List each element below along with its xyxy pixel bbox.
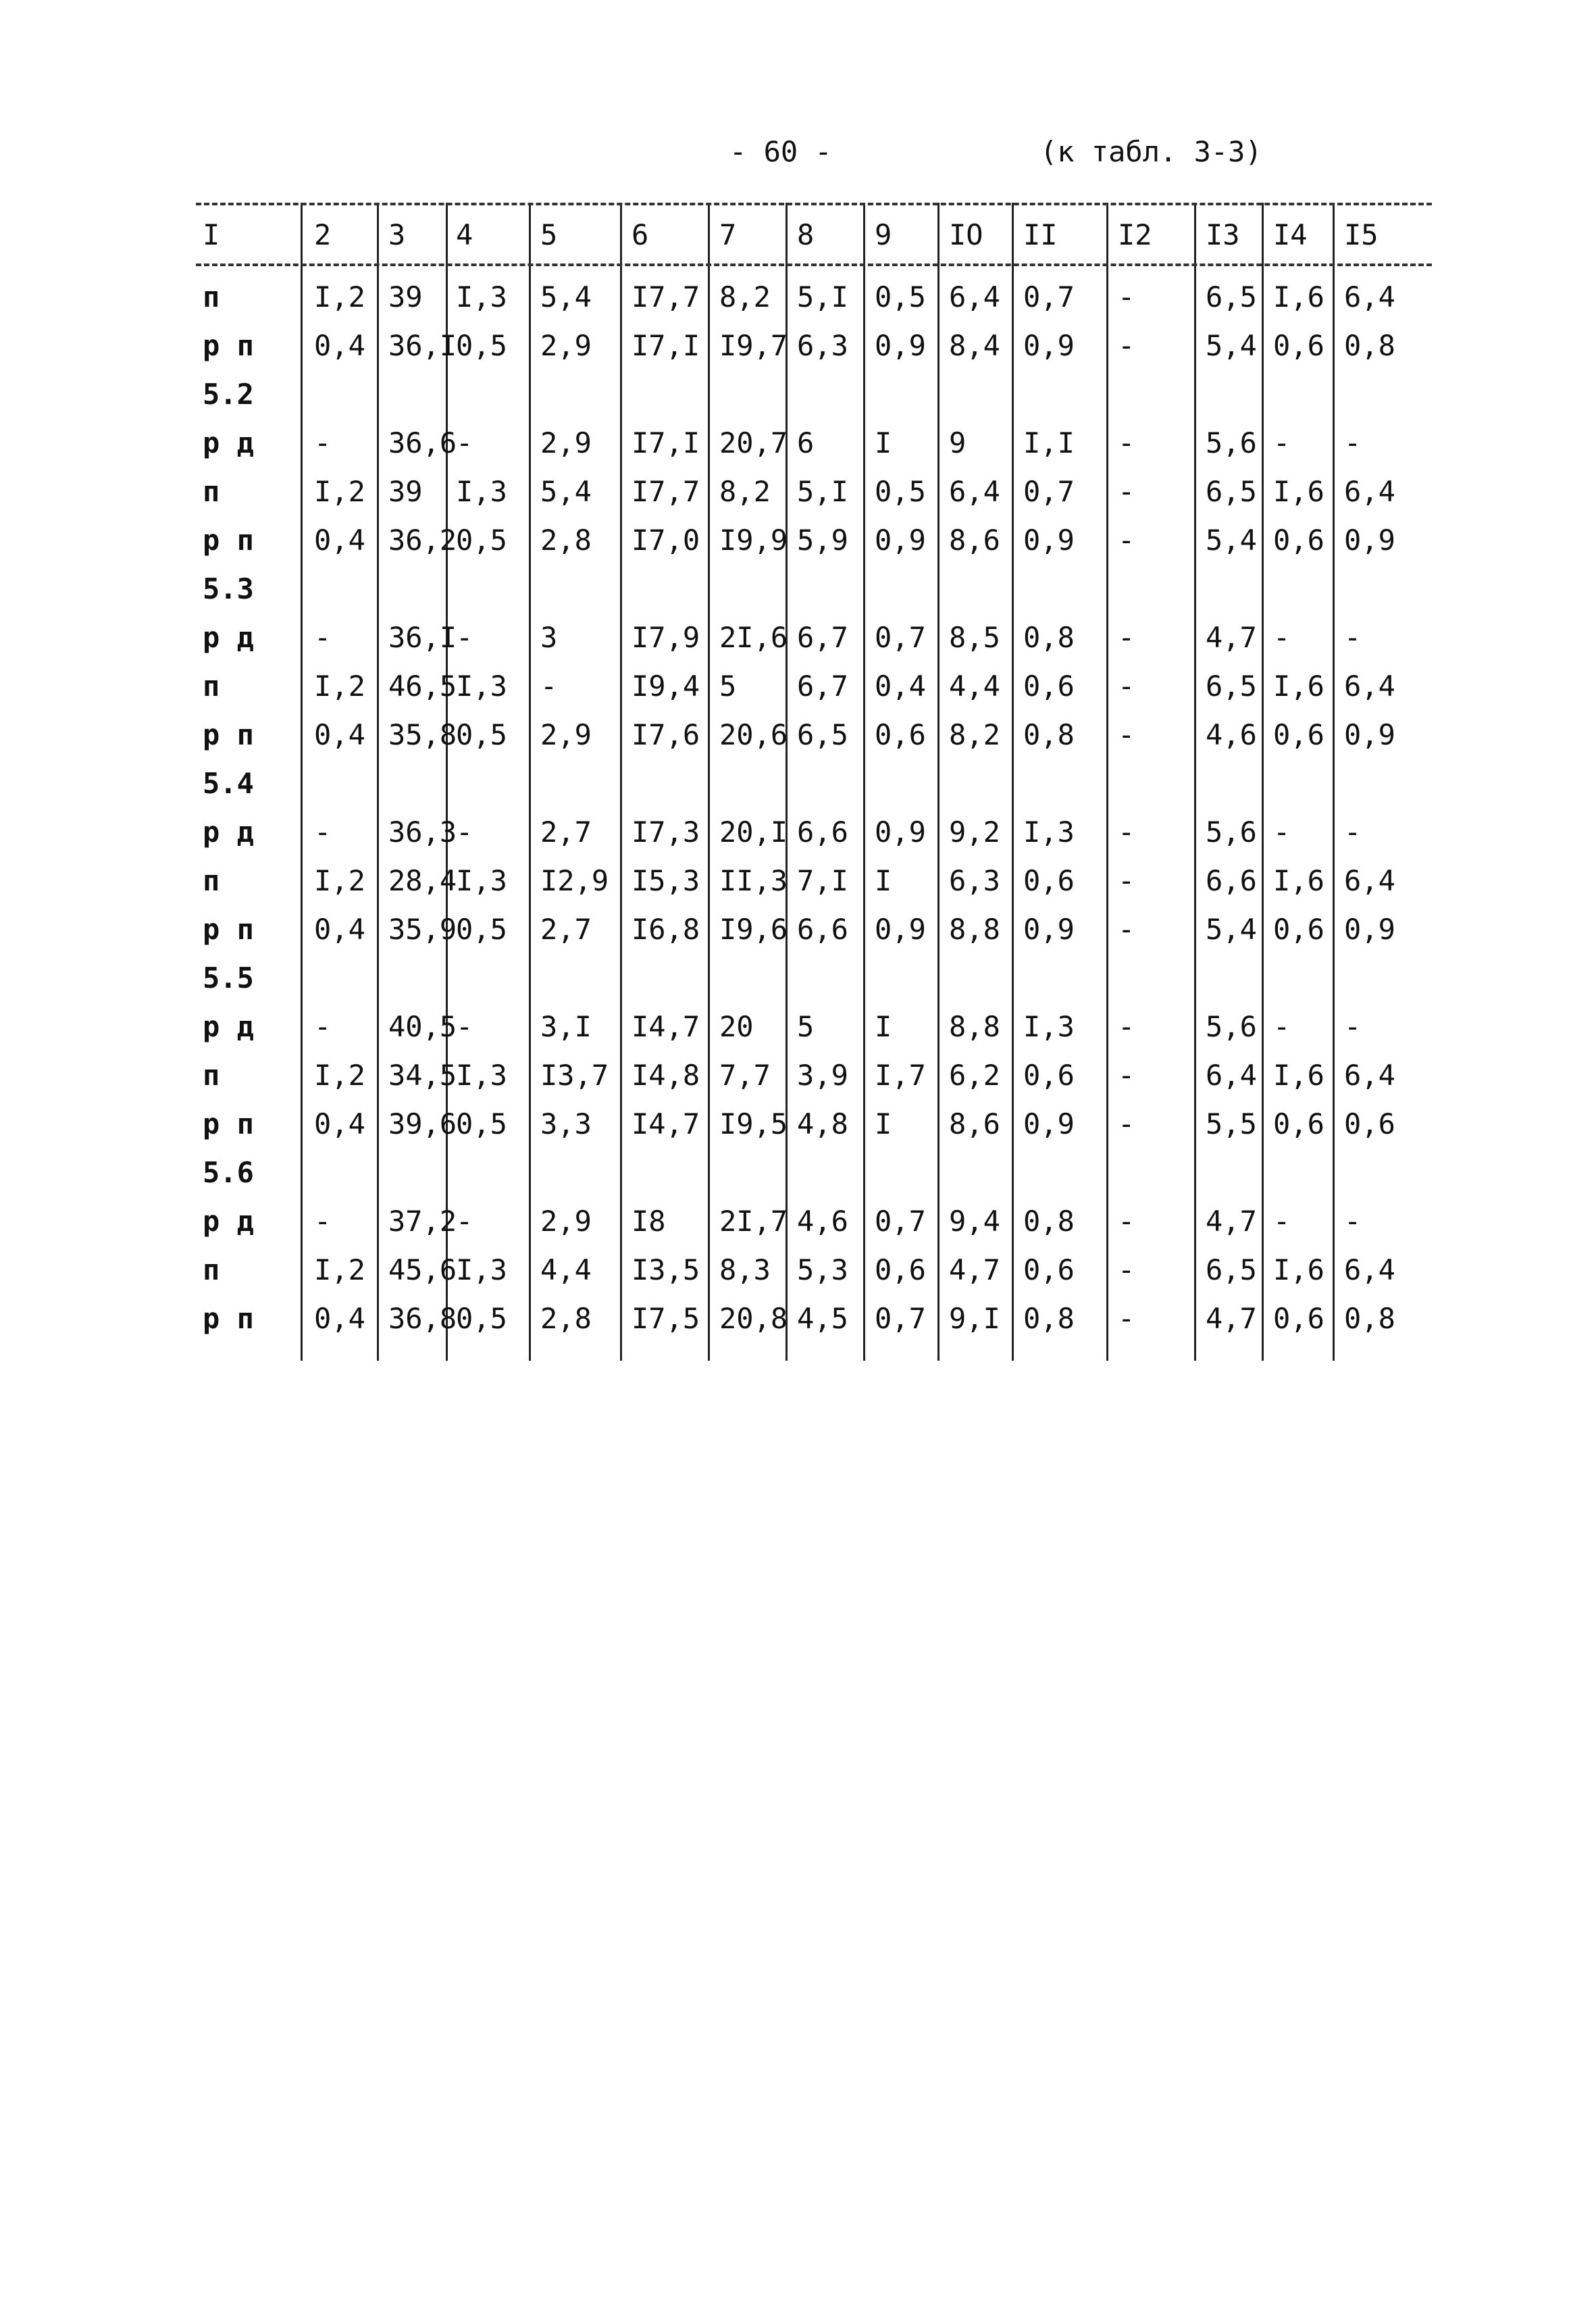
column-rule (1262, 203, 1264, 1361)
table-cell: 0,6 (875, 1253, 926, 1286)
table-cell: 0,9 (1344, 718, 1395, 751)
table-cell: - (1118, 913, 1135, 946)
table-cell: 39 (388, 280, 423, 313)
column-rule (1012, 203, 1014, 1361)
table-cell: 39 (388, 475, 423, 508)
table-cell: 0,4 (314, 1107, 365, 1140)
table-cell: 4,6 (797, 1205, 848, 1238)
table-cell: - (540, 670, 558, 703)
table-cell: 3 (540, 621, 558, 654)
table-cell: 5,I (797, 280, 848, 313)
table-cell: 0,7 (875, 1205, 926, 1238)
table-cell: 4,6 (1206, 718, 1257, 751)
table-cell: 0,5 (456, 1302, 507, 1335)
table-cell: I7,6 (632, 718, 700, 751)
column-header: II (1023, 218, 1058, 251)
table-cell: 5,9 (797, 524, 848, 557)
table-cell: 0,8 (1023, 718, 1075, 751)
table-cell: 34,5 (388, 1059, 457, 1092)
table-cell: - (1118, 621, 1135, 654)
table-cell: I,2 (314, 1253, 365, 1286)
table-cell: 0,8 (1023, 621, 1075, 654)
table-cell: - (456, 1205, 473, 1238)
table-cell: - (1118, 1107, 1135, 1140)
table-cell: - (1118, 475, 1135, 508)
table-cell: - (314, 426, 332, 459)
table-cell: 8,6 (949, 1107, 1000, 1140)
column-header: I2 (1118, 218, 1152, 251)
table-cell: 0,9 (1023, 329, 1075, 362)
table-cell: 2,8 (540, 524, 592, 557)
table-cell: 0,7 (1023, 280, 1075, 313)
table-cell: 2,7 (540, 913, 592, 946)
table-cell: - (314, 1205, 332, 1238)
table-cell: 0,6 (1273, 329, 1324, 362)
column-header: IO (949, 218, 983, 251)
section-label: 5.5 (203, 961, 254, 995)
table-cell: 0,4 (314, 329, 365, 362)
table-cell: I,I (1023, 426, 1075, 459)
column-rule (529, 203, 531, 1361)
table-cell: 5,4 (1206, 524, 1257, 557)
table-cell: I,3 (456, 1253, 507, 1286)
table-cell: I4,7 (632, 1107, 700, 1140)
header-rule (196, 203, 1432, 205)
table-cell: I9,5 (719, 1107, 788, 1140)
table-cell: 6,6 (1206, 864, 1257, 897)
table-cell: 6,4 (1344, 864, 1395, 897)
table-cell: 9,I (949, 1302, 1000, 1335)
table-cell: 5,3 (797, 1253, 848, 1286)
table-cell: 37,2 (388, 1205, 457, 1238)
table-cell: 5,6 (1206, 1010, 1257, 1043)
table-cell: - (1273, 1205, 1291, 1238)
table-cell: 8,6 (949, 524, 1000, 557)
row-label: п (203, 475, 220, 508)
table-cell: 5,I (797, 475, 848, 508)
table-cell: - (1344, 815, 1362, 849)
table-cell: 5,4 (1206, 913, 1257, 946)
table-cell: 8,3 (719, 1253, 771, 1286)
table-cell: - (1344, 1205, 1362, 1238)
table-cell: - (314, 1010, 332, 1043)
table-cell: I3,5 (632, 1253, 700, 1286)
table-cell: I,2 (314, 670, 365, 703)
column-header: 5 (540, 218, 558, 251)
table-cell: 5,6 (1206, 815, 1257, 849)
table-cell: I9,9 (719, 524, 788, 557)
table-cell: 0,4 (875, 670, 926, 703)
row-label: п (203, 864, 220, 897)
table-cell: 6,4 (949, 280, 1000, 313)
table-cell: I (875, 426, 892, 459)
table-cell: 3,9 (797, 1059, 848, 1092)
table-cell: 0,5 (456, 524, 507, 557)
table-cell: 6,2 (949, 1059, 1000, 1092)
table-cell: I7,9 (632, 621, 700, 654)
row-label: р д (203, 1010, 254, 1043)
table-cell: I7,7 (632, 280, 700, 313)
column-rule (786, 203, 788, 1361)
table-cell: 9,4 (949, 1205, 1000, 1238)
table-cell: - (1118, 426, 1135, 459)
table-cell: I,3 (456, 280, 507, 313)
table-cell: 6,4 (1344, 475, 1395, 508)
table-cell: 4,7 (1206, 1302, 1257, 1335)
table-cell: - (314, 815, 332, 849)
table-cell: - (1273, 815, 1291, 849)
table-cell: I,6 (1273, 475, 1324, 508)
table-cell: 6,5 (1206, 670, 1257, 703)
table-cell: I6,8 (632, 913, 700, 946)
table-cell: I,3 (456, 475, 507, 508)
table-cell: - (1118, 718, 1135, 751)
table-cell: 4,8 (797, 1107, 848, 1140)
table-cell: 0,9 (1023, 913, 1075, 946)
table-cell: 2,7 (540, 815, 592, 849)
table-cell: 3,I (540, 1010, 592, 1043)
table-reference: (к табл. 3-3) (1040, 135, 1262, 168)
column-header: I4 (1273, 218, 1308, 251)
table-cell: I9,4 (632, 670, 700, 703)
table-cell: II,3 (719, 864, 788, 897)
table-cell: 36,6 (388, 426, 457, 459)
table-cell: 2I,7 (719, 1205, 788, 1238)
row-label: р д (203, 426, 254, 459)
table-cell: 0,4 (314, 524, 365, 557)
table-cell: I,3 (456, 864, 507, 897)
column-header: I5 (1344, 218, 1379, 251)
data-table (196, 203, 1432, 1621)
table-cell: 0,4 (314, 718, 365, 751)
table-cell: 0,4 (314, 913, 365, 946)
column-rule (937, 203, 939, 1361)
table-cell: 0,5 (875, 475, 926, 508)
table-cell: 6,4 (1344, 1253, 1395, 1286)
table-cell: I7,7 (632, 475, 700, 508)
column-rule (1194, 203, 1196, 1361)
table-cell: 6,3 (797, 329, 848, 362)
table-cell: 8,5 (949, 621, 1000, 654)
table-cell: I7,I (632, 329, 700, 362)
table-cell: 0,9 (875, 913, 926, 946)
table-cell: I,6 (1273, 1059, 1324, 1092)
table-cell: I,3 (456, 1059, 507, 1092)
table-cell: 2,9 (540, 426, 592, 459)
row-label: р п (203, 524, 254, 557)
table-cell: 9,2 (949, 815, 1000, 849)
table-cell: 6,4 (1344, 1059, 1395, 1092)
table-cell: I7,5 (632, 1302, 700, 1335)
table-cell: 4,4 (540, 1253, 592, 1286)
table-cell: I,2 (314, 864, 365, 897)
table-cell: 3,3 (540, 1107, 592, 1140)
table-cell: 0,6 (1344, 1107, 1395, 1140)
table-cell: 0,7 (1023, 475, 1075, 508)
table-cell: 6,6 (797, 815, 848, 849)
table-cell: I,3 (456, 670, 507, 703)
table-cell: - (1344, 426, 1362, 459)
table-cell: 4,7 (1206, 1205, 1257, 1238)
table-cell: 8,2 (719, 280, 771, 313)
table-cell: I,3 (1023, 815, 1075, 849)
table-cell: 0,8 (1344, 329, 1395, 362)
table-cell: 5,4 (1206, 329, 1257, 362)
column-header: 7 (719, 218, 737, 251)
table-cell: 35,8 (388, 718, 457, 751)
table-cell: 6,4 (1206, 1059, 1257, 1092)
table-cell: 6,4 (1344, 670, 1395, 703)
column-rule (620, 203, 622, 1361)
table-cell: 4,4 (949, 670, 1000, 703)
table-cell: - (1118, 815, 1135, 849)
table-cell: 0,6 (1273, 913, 1324, 946)
table-cell: 2,9 (540, 329, 592, 362)
table-cell: I,2 (314, 475, 365, 508)
table-cell: 0,6 (1023, 1253, 1075, 1286)
table-cell: 20,6 (719, 718, 788, 751)
table-cell: - (1344, 621, 1362, 654)
table-cell: 6,5 (797, 718, 848, 751)
table-cell: 0,6 (1273, 1107, 1324, 1140)
table-cell: 2,9 (540, 718, 592, 751)
column-rule (1333, 203, 1335, 1361)
table-cell: I,6 (1273, 1253, 1324, 1286)
table-cell: 28,4 (388, 864, 457, 897)
table-cell: 36,I (388, 329, 457, 362)
table-cell: 46,5 (388, 670, 457, 703)
table-cell: 6,5 (1206, 475, 1257, 508)
table-cell: 0,9 (875, 524, 926, 557)
table-cell: 20,7 (719, 426, 788, 459)
table-cell: 2,8 (540, 1302, 592, 1335)
table-cell: I7,3 (632, 815, 700, 849)
table-cell: 6,7 (797, 621, 848, 654)
table-cell: I (875, 1010, 892, 1043)
table-cell: - (1118, 280, 1135, 313)
table-cell: - (1118, 1253, 1135, 1286)
table-cell: 0,6 (1273, 718, 1324, 751)
column-rule (377, 203, 379, 1361)
column-header: 2 (314, 218, 332, 251)
table-cell: 6,6 (797, 913, 848, 946)
table-cell: 0,6 (1023, 864, 1075, 897)
table-cell: 5,4 (540, 475, 592, 508)
table-cell: I (875, 864, 892, 897)
column-header: 8 (797, 218, 815, 251)
table-cell: 0,9 (1023, 524, 1075, 557)
column-header: 9 (875, 218, 892, 251)
table-cell: I,7 (875, 1059, 926, 1092)
table-cell: 20 (719, 1010, 754, 1043)
table-cell: - (456, 621, 473, 654)
table-cell: 0,5 (456, 329, 507, 362)
table-cell: 9 (949, 426, 967, 459)
column-rule (446, 203, 448, 1361)
table-cell: - (1273, 1010, 1291, 1043)
table-cell: - (1118, 524, 1135, 557)
table-cell: - (1118, 1059, 1135, 1092)
header-rule (196, 263, 1432, 266)
section-label: 5.3 (203, 572, 254, 605)
table-cell: I,2 (314, 1059, 365, 1092)
column-rule (301, 203, 303, 1361)
column-header: 6 (632, 218, 649, 251)
table-cell: 0,9 (1344, 913, 1395, 946)
row-label: р п (203, 718, 254, 751)
table-cell: I7,0 (632, 524, 700, 557)
table-cell: 36,8 (388, 1302, 457, 1335)
table-cell: I2,9 (540, 864, 609, 897)
table-cell: 2I,6 (719, 621, 788, 654)
table-cell: 0,5 (456, 1107, 507, 1140)
table-cell: I8 (632, 1205, 666, 1238)
table-cell: - (1118, 329, 1135, 362)
row-label: р п (203, 1302, 254, 1335)
table-cell: 0,6 (875, 718, 926, 751)
column-rule (708, 203, 710, 1361)
table-cell: 36,I (388, 621, 457, 654)
table-cell: 6 (797, 426, 815, 459)
table-cell: 39,6 (388, 1107, 457, 1140)
column-header: I3 (1206, 218, 1240, 251)
table-cell: 0,6 (1273, 524, 1324, 557)
table-cell: 36,2 (388, 524, 457, 557)
table-cell: - (1273, 426, 1291, 459)
table-cell: 5,6 (1206, 426, 1257, 459)
page-number: - 60 - (729, 135, 832, 168)
table-cell: 5,5 (1206, 1107, 1257, 1140)
table-cell: 0,5 (456, 718, 507, 751)
table-cell: 5 (719, 670, 737, 703)
table-cell: I,6 (1273, 670, 1324, 703)
table-cell: I5,3 (632, 864, 700, 897)
table-cell: I9,7 (719, 329, 788, 362)
row-label: р д (203, 815, 254, 849)
table-cell: I (875, 1107, 892, 1140)
table-cell: 5,4 (540, 280, 592, 313)
table-cell: 45,6 (388, 1253, 457, 1286)
section-label: 5.4 (203, 767, 254, 800)
table-cell: 0,4 (314, 1302, 365, 1335)
table-cell: 40,5 (388, 1010, 457, 1043)
table-cell: I,3 (1023, 1010, 1075, 1043)
table-cell: - (1118, 1010, 1135, 1043)
table-cell: 4,5 (797, 1302, 848, 1335)
table-cell: - (456, 1010, 473, 1043)
table-cell: 0,6 (1023, 1059, 1075, 1092)
row-label: п (203, 280, 220, 313)
table-cell: - (1118, 670, 1135, 703)
table-cell: - (456, 426, 473, 459)
column-rule (863, 203, 865, 1361)
table-cell: 0,5 (456, 913, 507, 946)
table-cell: 8,2 (719, 475, 771, 508)
table-cell: I7,I (632, 426, 700, 459)
table-cell: 8,8 (949, 1010, 1000, 1043)
table-cell: 0,7 (875, 1302, 926, 1335)
row-label: р п (203, 913, 254, 946)
table-cell: 4,7 (949, 1253, 1000, 1286)
table-cell: 0,9 (875, 815, 926, 849)
table-cell: - (1273, 621, 1291, 654)
table-cell: I,6 (1273, 864, 1324, 897)
column-rule (1106, 203, 1108, 1361)
table-cell: I4,8 (632, 1059, 700, 1092)
table-cell: 0,8 (1023, 1205, 1075, 1238)
column-header: 3 (388, 218, 406, 251)
table-cell: - (314, 621, 332, 654)
section-label: 5.6 (203, 1156, 254, 1189)
table-cell: 6,4 (949, 475, 1000, 508)
table-cell: 6,5 (1206, 280, 1257, 313)
table-cell: I9,6 (719, 913, 788, 946)
table-cell: 20,8 (719, 1302, 788, 1335)
table-cell: 0,8 (1023, 1302, 1075, 1335)
table-cell: 8,2 (949, 718, 1000, 751)
section-label: 5.2 (203, 378, 254, 411)
table-cell: I3,7 (540, 1059, 609, 1092)
table-cell: 20,I (719, 815, 788, 849)
table-cell: 6,5 (1206, 1253, 1257, 1286)
table-cell: - (1118, 864, 1135, 897)
table-cell: 36,3 (388, 815, 457, 849)
table-cell: 6,4 (1344, 280, 1395, 313)
table-cell: 8,4 (949, 329, 1000, 362)
table-cell: - (1118, 1205, 1135, 1238)
table-cell: - (1344, 1010, 1362, 1043)
table-cell: 6,3 (949, 864, 1000, 897)
column-header: 4 (456, 218, 473, 251)
table-cell: 0,8 (1344, 1302, 1395, 1335)
table-cell: 0,9 (1023, 1107, 1075, 1140)
table-cell: 2,9 (540, 1205, 592, 1238)
row-label: п (203, 1059, 220, 1092)
row-label: р п (203, 1107, 254, 1140)
table-cell: 7,I (797, 864, 848, 897)
table-cell: 7,7 (719, 1059, 771, 1092)
table-cell: 0,6 (1023, 670, 1075, 703)
table-cell: 5 (797, 1010, 815, 1043)
page-header (0, 128, 1596, 182)
table-cell: 0,7 (875, 621, 926, 654)
row-label: р д (203, 621, 254, 654)
table-cell: 35,9 (388, 913, 457, 946)
table-cell: 8,8 (949, 913, 1000, 946)
row-label: п (203, 670, 220, 703)
table-cell: 0,9 (1344, 524, 1395, 557)
table-cell: - (1118, 1302, 1135, 1335)
table-cell: 0,9 (875, 329, 926, 362)
table-cell: 0,5 (875, 280, 926, 313)
row-label: п (203, 1253, 220, 1286)
table-cell: 6,7 (797, 670, 848, 703)
table-cell: 4,7 (1206, 621, 1257, 654)
table-cell: - (456, 815, 473, 849)
column-header: I (203, 218, 220, 251)
table-cell: I,6 (1273, 280, 1324, 313)
row-label: р п (203, 329, 254, 362)
table-cell: 0,6 (1273, 1302, 1324, 1335)
table-cell: I4,7 (632, 1010, 700, 1043)
table-cell: I,2 (314, 280, 365, 313)
row-label: р д (203, 1205, 254, 1238)
